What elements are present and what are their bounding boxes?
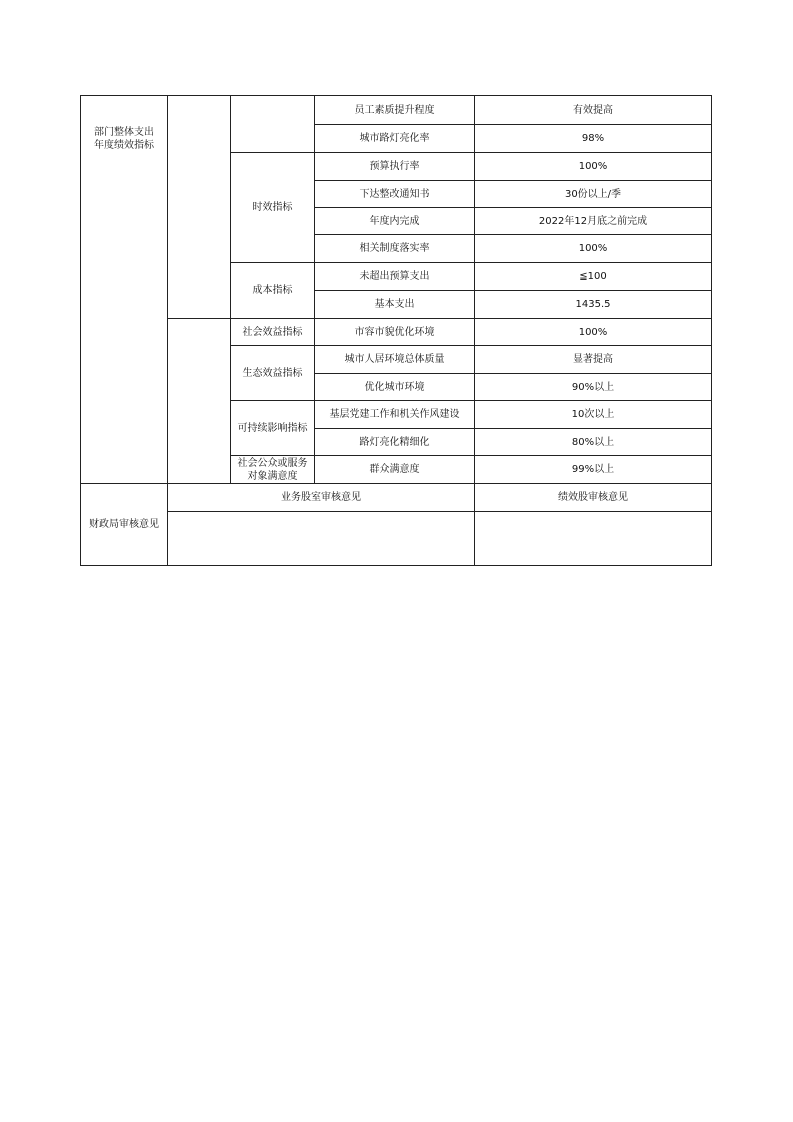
indicator-value: 显著提高: [573, 354, 613, 365]
performance-office-review-field: [475, 512, 711, 565]
indicator-value: 100%: [578, 243, 608, 254]
review-label: 财政局审核意见: [89, 519, 159, 530]
indicator-name: 市容市貌优化环境: [354, 326, 435, 338]
table-right-border: [711, 95, 712, 566]
table-bottom-border: [80, 565, 712, 566]
indicator-value: 2022年12月底之前完成: [538, 215, 648, 227]
group-label-cost: 成本指标: [252, 285, 293, 296]
indicator-name: 城市路灯亮化率: [359, 133, 430, 144]
indicator-name: 预算执行率: [369, 161, 420, 172]
indicator-name: 相关制度落实率: [359, 243, 430, 254]
business-office-review-field: [168, 512, 474, 565]
indicator-name: 基本支出: [374, 299, 415, 310]
group-label-satisfaction: 社会公众或服务 对象满意度: [237, 457, 308, 482]
indicator-name: 未超出预算支出: [359, 271, 430, 282]
indicator-name: 路灯亮化精细化: [359, 436, 430, 448]
indicator-value: 10次以上: [571, 409, 615, 420]
indicator-value: ≦100: [579, 271, 607, 282]
indicator-value: 30份以上/季: [564, 188, 622, 200]
group-label-social-benefit: 社会效益指标: [242, 326, 303, 338]
group-label-eco-benefit: 生态效益指标: [242, 367, 303, 379]
indicator-name: 年度内完成: [369, 215, 420, 227]
group-label-timeliness: 时效指标: [252, 202, 293, 213]
indicator-value: 99%以上: [571, 464, 615, 475]
indicator-name: 城市人居环境总体质量: [344, 354, 445, 365]
indicator-value: 98%: [581, 133, 605, 144]
indicator-name: 下达整改通知书: [359, 188, 430, 200]
indicator-name: 员工素质提升程度: [354, 104, 435, 116]
indicator-value: 100%: [578, 326, 608, 338]
indicator-value: 1435.5: [575, 299, 611, 310]
indicator-name: 群众满意度: [369, 464, 420, 475]
business-office-review-header: 业务股室审核意见: [281, 492, 361, 503]
indicator-value: 80%以上: [571, 436, 615, 448]
indicator-value: 90%以上: [571, 381, 615, 393]
indicator-value: 有效提高: [573, 104, 613, 116]
performance-office-review-header: 绩效股审核意见: [558, 492, 628, 503]
indicator-name: 基层党建工作和机关作风建设: [329, 409, 460, 420]
section-label: 部门整体支出 年度绩效指标: [94, 127, 154, 151]
indicator-name: 优化城市环境: [364, 381, 425, 393]
indicator-value: 100%: [578, 161, 608, 172]
group-label-sustainable: 可持续影响指标: [237, 422, 308, 434]
